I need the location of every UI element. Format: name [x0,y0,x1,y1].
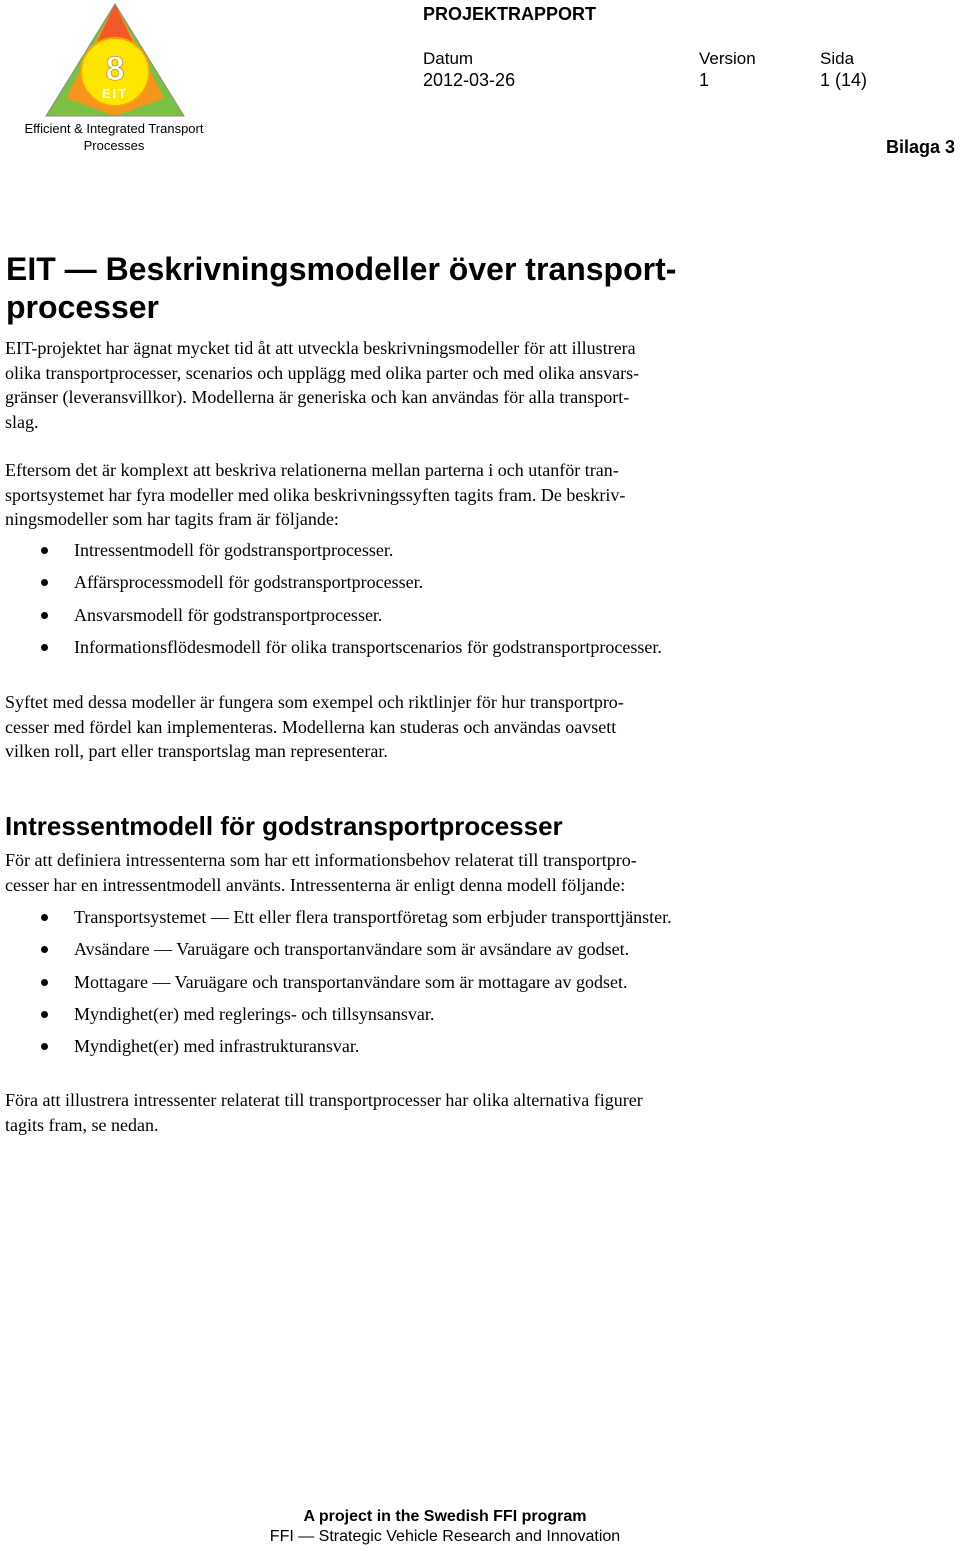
version-label: Version [699,49,756,68]
text-line: För att definiera intressenterna som har ett informationsbehov relaterat till transportpro- [5,850,637,870]
page-title [6,250,806,326]
sida-label: Sida [820,49,855,68]
appendix-label: Bilaga 3 [885,137,955,157]
text-line: slag. [5,411,39,432]
version-value: 1 [699,70,710,90]
sida-value: 1 (14) [820,70,868,90]
list-item: Myndighet(er) med reglerings- och tillsynsansvar. [5,1002,672,1034]
list-item: Mottagare — Varuägare och transportanvändare som är mottagare av godset. [5,970,672,1002]
text-line: gränser (leveransvillkor). Modellerna är generiska och kan användas för alla transport- [5,387,630,407]
list-item: Affärsprocessmodell för godstransportprocesser. [5,570,662,602]
text-line: tagits fram, se nedan. [5,1114,159,1135]
footer-program: A project in the Swedish FFI program [303,1508,587,1525]
text-line: ningsmodeller som har tagits fram är följande: [5,509,339,529]
logo-text: EIT [101,86,129,101]
closing-paragraph [5,1088,775,1137]
footer-ffi: FFI — Strategic Vehicle Research and Innovation [269,1528,621,1545]
org-name-line1: Efficient & Integrated Transport [24,121,204,136]
list-item: Intressentmodell för godstransportprocesser. [5,538,662,570]
text-line: Syftet med dessa modeller är fungera som exempel och riktlinjer för hur transportpro- [5,692,624,712]
models-intro-paragraph [5,458,775,532]
title-line: processer [6,289,159,325]
eit-logo [44,2,186,118]
org-name-line2: Processes [83,138,145,153]
list-item: Transportsystemet — Ett eller flera transportföretag som erbjuder transporttjänster. [5,905,672,937]
stakeholder-list [5,905,672,1066]
text-line: vilken roll, part eller transportslag man representerar. [5,741,388,761]
datum-value: 2012-03-26 [423,70,516,90]
purpose-paragraph [5,690,775,764]
text-line: sportsystemet har fyra modeller med olika beskrivningssyften tagits fram. De beskriv- [5,484,626,505]
text-line: EIT-projektet har ägnat mycket tid åt att utveckla beskrivningsmodeller för att illustrera [5,338,636,358]
document-type: PROJEKTRAPPORT [423,4,597,24]
title-line: EIT — Beskrivningsmodeller över transport- [6,251,677,287]
text-line: olika transportprocesser, scenarios och upplägg med olika parter och med olika ansvars- [5,362,640,383]
list-item: Ansvarsmodell för godstransportprocesser. [5,603,662,635]
list-item: Avsändare — Varuägare och transportanvändare som är avsändare av godset. [5,937,672,969]
text-line: cesser har en intressentmodell använts. Intressenterna är enligt denna modell följande: [5,874,626,895]
datum-label: Datum [423,49,474,68]
section-heading: Intressentmodell för godstransportprocesser [5,811,563,841]
intro-paragraph [5,336,775,434]
logo-number: 8 [105,50,125,88]
text-line: Eftersom det är komplext att beskriva relationerna mellan parterna i och utanför tran- [5,460,619,480]
list-item: Informationsflödesmodell för olika transportscenarios för godstransportprocesser. [5,635,662,667]
section-intro-paragraph [5,848,775,897]
models-list [5,538,662,667]
text-line: Föra att illustrera intressenter relaterat till transportprocesser har olika alternativa figurer [5,1090,643,1110]
list-item: Myndighet(er) med infrastrukturansvar. [5,1034,672,1066]
text-line: cesser med fördel kan implementeras. Modellerna kan studeras och användas oavsett [5,716,617,737]
